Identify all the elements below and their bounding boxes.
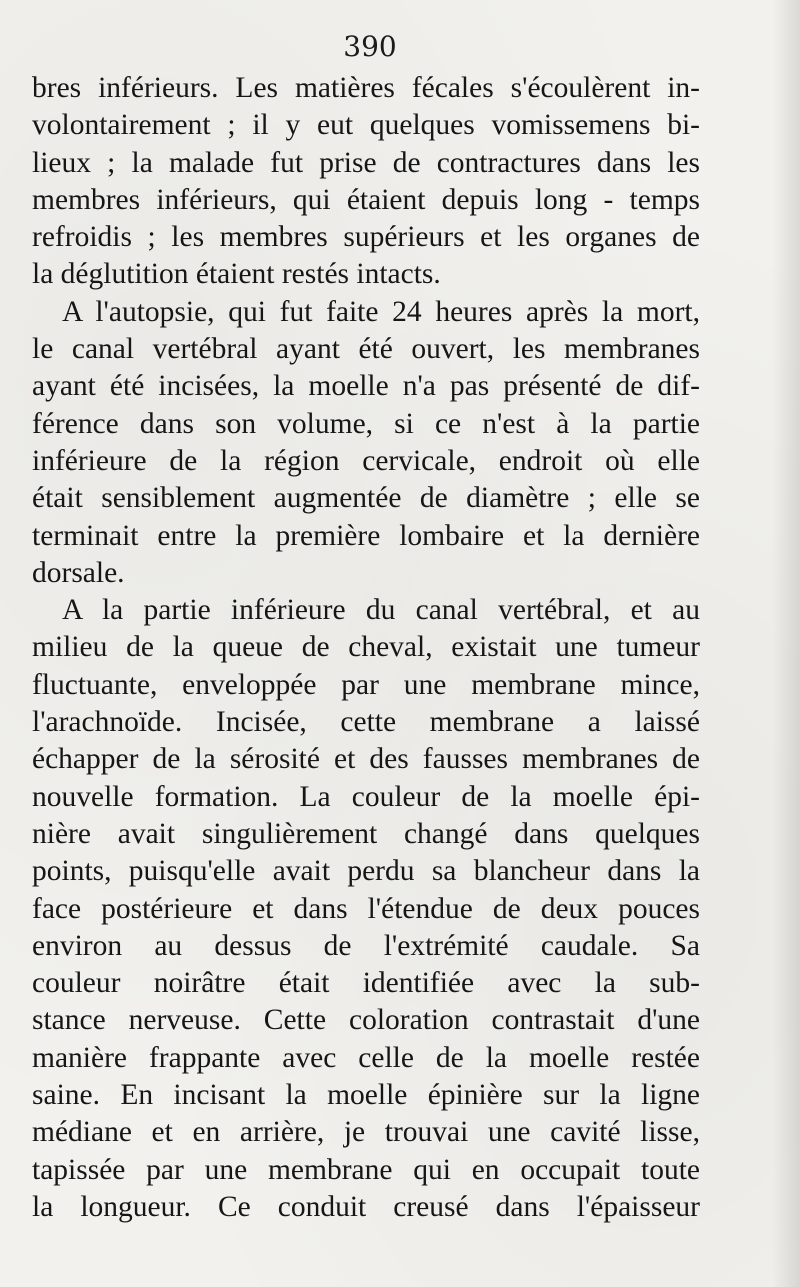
text-line: ayant été incisées, la moelle n'a pas présenté de dif- — [32, 370, 700, 403]
text-line: nouvelle formation. La couleur de la moelle épi- — [32, 780, 700, 813]
text-line: la longueur. Ce conduit creusé dans l'épaisseur — [32, 1190, 700, 1223]
text-line: face postérieure et dans l'étendue de deux pouces — [32, 892, 700, 925]
text-line: manière frappante avec celle de la moelle restée — [32, 1041, 700, 1074]
text-line: couleur noirâtre était identifiée avec la sub- — [32, 967, 700, 1000]
text-line: milieu de la queue de cheval, existait une tumeur — [32, 631, 700, 664]
text-line: A l'autopsie, qui fut faite 24 heures après la mort, — [62, 295, 700, 328]
text-line: était sensiblement augmentée de diamètre ; elle se — [32, 482, 700, 515]
text-line: médiane et en arrière, je trouvai une cavité lisse, — [32, 1116, 700, 1149]
text-line: le canal vertébral ayant été ouvert, les membranes — [32, 333, 700, 366]
text-line: terminait entre la première lombaire et la dernière — [32, 519, 700, 552]
text-line: tapissée par une membrane qui en occupait toute — [32, 1153, 700, 1186]
text-line: stance nerveuse. Cette coloration contrastait d'une — [32, 1004, 700, 1037]
text-line: nière avait singulièrement changé dans quelques — [32, 817, 700, 850]
text-line: l'arachnoïde. Incisée, cette membrane a laissé — [32, 706, 700, 739]
text-line: lieux ; la malade fut prise de contractures dans les — [32, 146, 700, 179]
body-text — [32, 70, 700, 1226]
text-line: environ au dessus de l'extrémité caudale. Sa — [32, 929, 700, 962]
text-line: férence dans son volume, si ce n'est à la partie — [32, 407, 700, 440]
text-line: points, puisqu'elle avait perdu sa blancheur dans la — [32, 855, 700, 888]
text-line: inférieure de la région cervicale, endroit où elle — [32, 444, 700, 477]
text-line: dorsale. — [32, 556, 125, 589]
page-edge-shadow — [772, 0, 800, 1287]
page-number: 390 — [343, 30, 397, 63]
text-line: bres inférieurs. Les matières fécales s'écoulèrent in- — [32, 72, 700, 104]
text-line: saine. En incisant la moelle épinière sur la ligne — [32, 1079, 700, 1112]
text-line: membres inférieurs, qui étaient depuis long - temps — [32, 183, 700, 216]
text-line: échapper de la sérosité et des fausses membranes de — [32, 743, 700, 776]
text-line: la déglutition étaient restés intacts. — [32, 258, 441, 291]
text-line: fluctuante, enveloppée par une membrane mince, — [32, 668, 700, 701]
text-line: volontairement ; il y eut quelques vomissemens bi- — [32, 109, 700, 142]
text-line: A la partie inférieure du canal vertébral, et au — [62, 594, 700, 627]
text-line: refroidis ; les membres supérieurs et les organes de — [32, 221, 700, 254]
